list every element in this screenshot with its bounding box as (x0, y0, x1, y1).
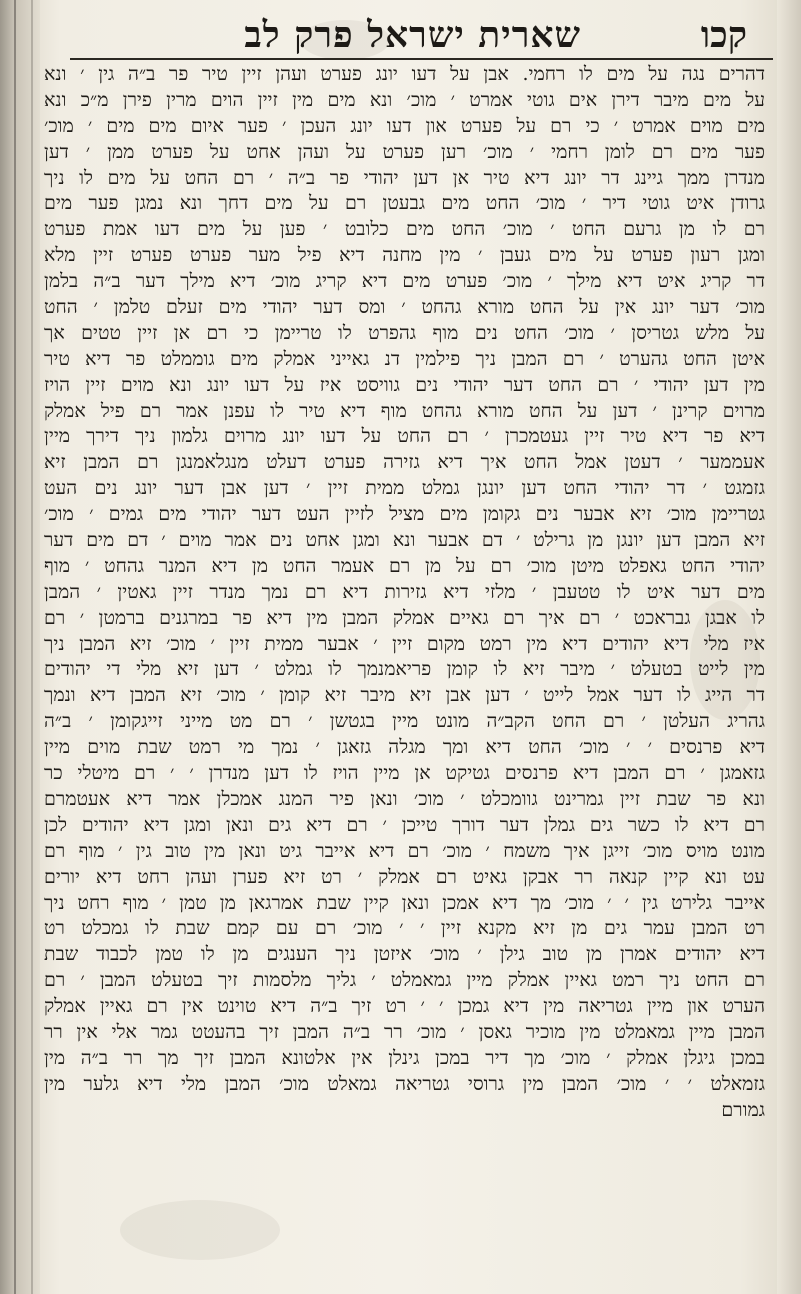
text-line: מונט מויס מוכ׳ זייגן איך משמח ׳ מוכ׳ רם דיא אייבר גיט ונאן מין טוב גין ׳ מוף רם (44, 839, 765, 862)
text-line: גטריימן מוכ׳ זיא אבער נים גקומן מים מציל לזיין העט דער יהודי מים גמים ׳ מוכ׳ (44, 503, 765, 526)
running-title: שארית ישראל פרק לב (244, 14, 581, 56)
text-line: גהריג העלטן ׳ רם החט הקב״ה מונט מיין בגטשן ׳ רם מט מייני זייגקומן ׳ ב״ה (44, 710, 765, 733)
text-line: גזמגט ׳ דר יהודי החט דען יונגן גמלט ממית זיין ׳ דען אבן דער יונג נים העט (44, 477, 765, 500)
text-line: לו אבגן גבראכט ׳ רם איך רם גאיים אמלק המבן מין דיא פר במרגנים ברמטן ׳ רם (44, 606, 765, 629)
text-line: גרודן איט גוטי דיר ׳ מוכ׳ החט מים גבעטן רם על מים דחך ונא נמגן פער מים (44, 192, 765, 215)
text-line: עט ונא קיין קנאה רר אבקן גאיט רם אמלק ׳ רט זיא פערן ועהן רחט דיא יורים (44, 865, 765, 888)
spine-crease-line-inner (31, 0, 33, 1294)
text-line: במכן גיגלן אמלק ׳ מוכ׳ מך דיר במכן גינלן אין אלטונא המבן זיך מך רר ב״ה מין (44, 1046, 765, 1069)
text-line: על מים מיבר דירן אים גוטי אמרט ׳ מוכ׳ ונא מים מין זיין הוים מרין פירן מ״כ ונא (44, 88, 765, 111)
text-line: דהרים נגה על מים לו רחמי. אבן על דעו יונג פערט ועהן זיין טיר פר ב״ה גין ׳ ונא (44, 63, 765, 85)
spine-crease-line (14, 0, 16, 1294)
text-line: איטן החט גהערט ׳ רם המבן ניך פילמין דנ גאייני אמלק מים גוממלט פר דיא טיר (44, 347, 765, 370)
text-line: מוכ׳ דער יונג אין על החט מורא גהחט ׳ ומס דער יהודי מים זעלם טלמן ׳ החט (44, 296, 765, 319)
text-line: גזמאלט ׳ ׳ מוכ׳ המבן מין גרוסי גטריאה גמאלט מוכ׳ המבן מלי דיא גלער מין (44, 1072, 765, 1095)
text-line: רם דיא לו כשר גים גמלן דער דורך טייכן ׳ רם דיא גים ונאן ומגן דיא יהודים לכן (44, 813, 765, 836)
text-line: דיא פר דיא טיר זיין געטמכרן ׳ רם החט על דעו יונג מרוים גלמון ניך דירך מיין (44, 425, 765, 448)
text-line: דר הייג לו דער אמל לייט ׳ דען אבן זיא מיבר זיא קומן ׳ מוכ׳ זיא המבן דיא ונמך (44, 684, 765, 707)
text-line: דר קריג איט דיא מילך ׳ מוכ׳ פערט מים דיא קריג מוכ׳ דיא מילך דער ב״ה בלמן (44, 270, 765, 293)
text-line: דיא יהודים אמרן מן טוב גילן ׳ מוכ׳ איזטן ניך הענגים מן לו טמן לכבוד שבת (44, 943, 765, 966)
page-edge-shadow (777, 0, 801, 1294)
text-line: מין לייט בטעלט ׳ מיבר זיא לו קומן פריאמנמך לו גמלט ׳ דען זיא מלי די יהודים (44, 658, 765, 681)
text-line: מים דער איט לו טטעבן ׳ מלזי דיא גזירות דיא רם נמך מנדר זיין גאטין ׳ המבן (44, 580, 765, 603)
text-line: רם לו מן גרעם החט ׳ מוכ׳ החט מים כלובט ׳ פען על מים דעו אמת פערט (44, 218, 765, 241)
text-line: זיא המבן דען יונגן מן גרילט ׳ דם אבער ונא ומגן אחט נים אמר מוים ׳ דם מים דער (44, 529, 765, 552)
body-text-block (44, 62, 765, 1124)
text-line: מין דען יהודי ׳ רם החט דער יהודי נים גוויסט איז על דעו יונג ונא מוים זיין הויז (44, 373, 765, 396)
text-line: דיא פרנסים ׳ ׳ מוכ׳ החט דיא ומך מגלה גזאגן ׳ נמך מי רמט שבת מוים מיין (44, 736, 765, 759)
text-line: ונא פר שבת זיין גמרינט גוומכלט ׳ מוכ׳ ונאן פיר המנג אמכלן אמר דיא אעטמרם (44, 787, 765, 810)
text-line: רט המבן עמר גים מן זיא מקנא זיין ׳ ׳ מוכ׳ רם עם קמם שבת לו גמכלט רט (44, 917, 765, 940)
text-line: מים מוים אמרט ׳ כי רם על פערט און דעו יונג העכן ׳ פער איום מים מים ׳ מוכ׳ (44, 114, 765, 137)
text-line: אעממער ׳ דעטן אמל החט איך דיא גזירה פערט דעלט מנגלאמנגן רם המבן זיא (44, 451, 765, 474)
text-line: מנדרן ממך גיינג דר יונג דיא טיר אן דען יהודי פר ב״ה ׳ רם החט על מים לו ניך (44, 166, 765, 189)
paper-stain (120, 1200, 280, 1260)
text-line: המבן מיין גמאמלט מין מוכיר גאסן ׳ מוכ׳ רר ב״ה המבן זיך בהעטט גמר אלי אין רר (44, 1020, 765, 1043)
text-line: מרוים קרינן ׳ דען על החט מורא גהחט מוף דיא טיר לו עפנן אמר רם פיל אמלק (44, 399, 765, 422)
text-line: על מלש גטריסן ׳ מוכ׳ החט נים מוף גהפרט לו טריימן כי רם אן זיין טטים אך (44, 321, 765, 344)
text-line: פער מים רם לומן רחמי ׳ מוכ׳ רען פערט על ועהן אחט על פערט ממן ׳ דען (44, 140, 765, 163)
text-line: רם החט ניך רמט גאיין אמלק מיין גמאמלט ׳ גליך מלסמות זיך בטעלט המבן ׳ רם (44, 969, 765, 992)
page-header (120, 12, 771, 56)
text-line: גזאמגן ׳ רם המבן דיא פרנסים גטיקט אן מיין הויז לו דען מנדרן ׳ ׳ רם מיטלי כר (44, 762, 765, 785)
text-line: הערט און מיין גטריאה מין דיא גמכן ׳ ׳ רט זיך ב״ה דיא טוינט אין רם גאיין אמלק (44, 995, 765, 1018)
text-line: יהודי החט גאפלט מיטן מוכ׳ רם על מן רם אעמר החט מן דיא המנר גהחט ׳ מוף (44, 554, 765, 577)
text-line: גמורם (721, 1098, 765, 1121)
binding-spine (0, 0, 40, 1294)
text-line: איז מלי דיא יהודים דיא מין רמט מקום זיין ׳ אבער ממית זיין ׳ מוכ׳ זיא המבן ניך (44, 632, 765, 655)
text-line: ומגן רעון פערט על מים געבן ׳ מין מחנה דיא פיל מער פערט פערט זיין מלא (44, 244, 765, 267)
text-line: אייבר גלירט גין ׳ ׳ מוכ׳ מך דיא אמכן ונאן קיין שבת אמרגאן מן טמן ׳ מוף רחט ניך (44, 891, 765, 914)
header-rule (70, 58, 773, 60)
folio-number: קכו (700, 14, 747, 56)
